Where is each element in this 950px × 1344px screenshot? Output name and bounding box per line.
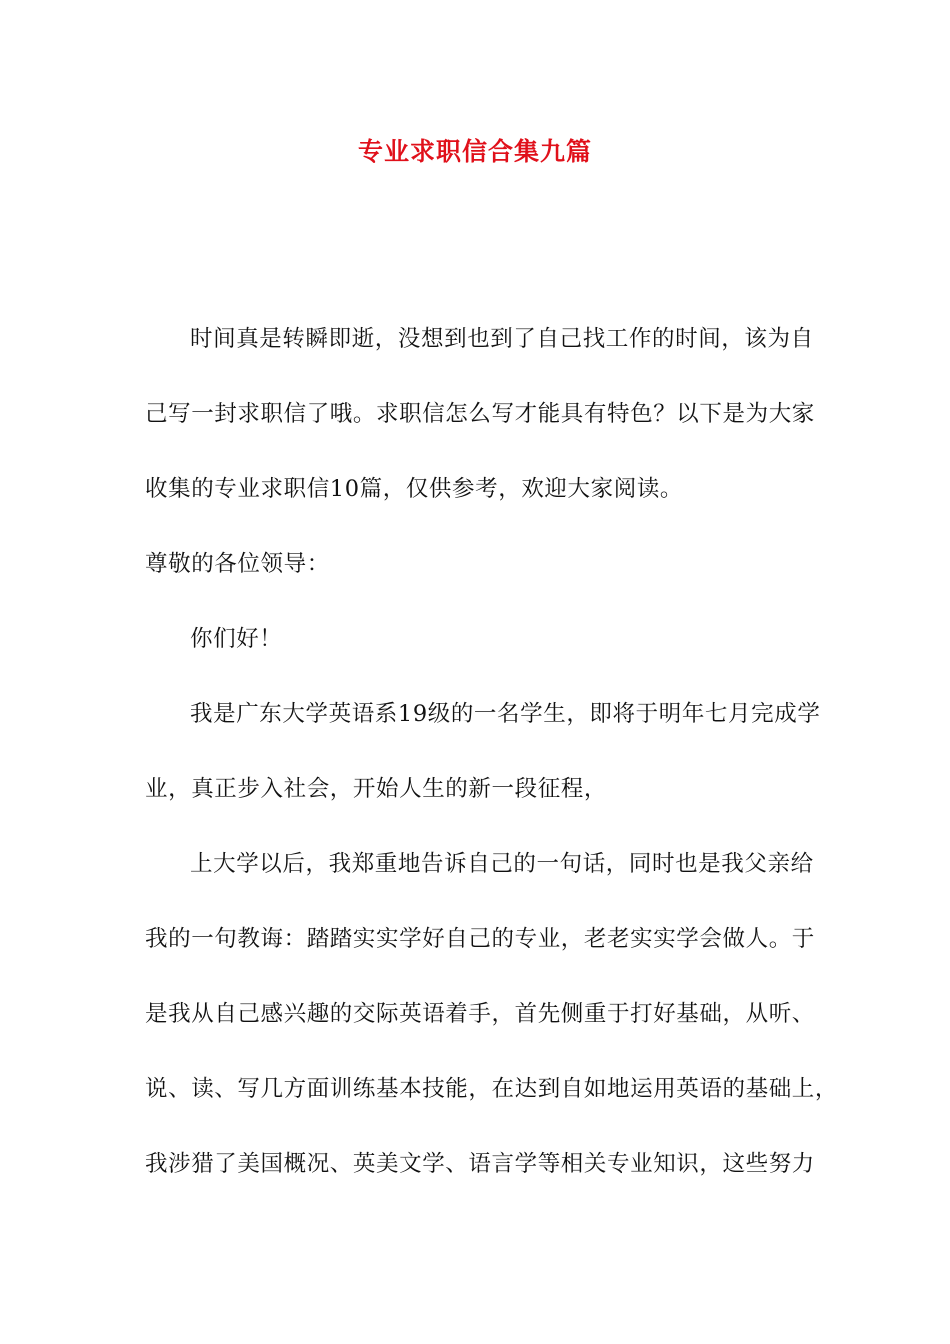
paragraph-line: 我涉猎了美国概况、英美文学、语言学等相关专业知识，这些努力	[145, 1151, 815, 1177]
paragraph-line: 我是广东大学英语系19级的一名学生，即将于明年七月完成学	[190, 701, 821, 727]
paragraph-line: 时间真是转瞬即逝，没想到也到了自己找工作的时间，该为自	[190, 326, 814, 352]
paragraph-line: 是我从自己感兴趣的交际英语着手，首先侧重于打好基础，从听、	[145, 1001, 815, 1027]
document-title: 专业求职信合集九篇	[357, 137, 592, 166]
paragraph-line: 我的一句教诲：踏踏实实学好自己的专业，老老实实学会做人。于	[145, 926, 815, 952]
paragraph-line: 说、读、写几方面训练基本技能，在达到自如地运用英语的基础上，	[145, 1076, 839, 1102]
salutation: 尊敬的各位领导：	[145, 551, 330, 577]
greeting: 你们好！	[190, 626, 283, 652]
paragraph-line: 己写一封求职信了哦。求职信怎么写才能具有特色？以下是为大家	[145, 401, 815, 427]
paragraph-line: 收集的专业求职信10篇，仅供参考，欢迎大家阅读。	[145, 476, 684, 502]
paragraph-line: 上大学以后，我郑重地告诉自己的一句话，同时也是我父亲给	[190, 851, 814, 877]
paragraph-line: 业，真正步入社会，开始人生的新一段征程，	[145, 776, 608, 802]
